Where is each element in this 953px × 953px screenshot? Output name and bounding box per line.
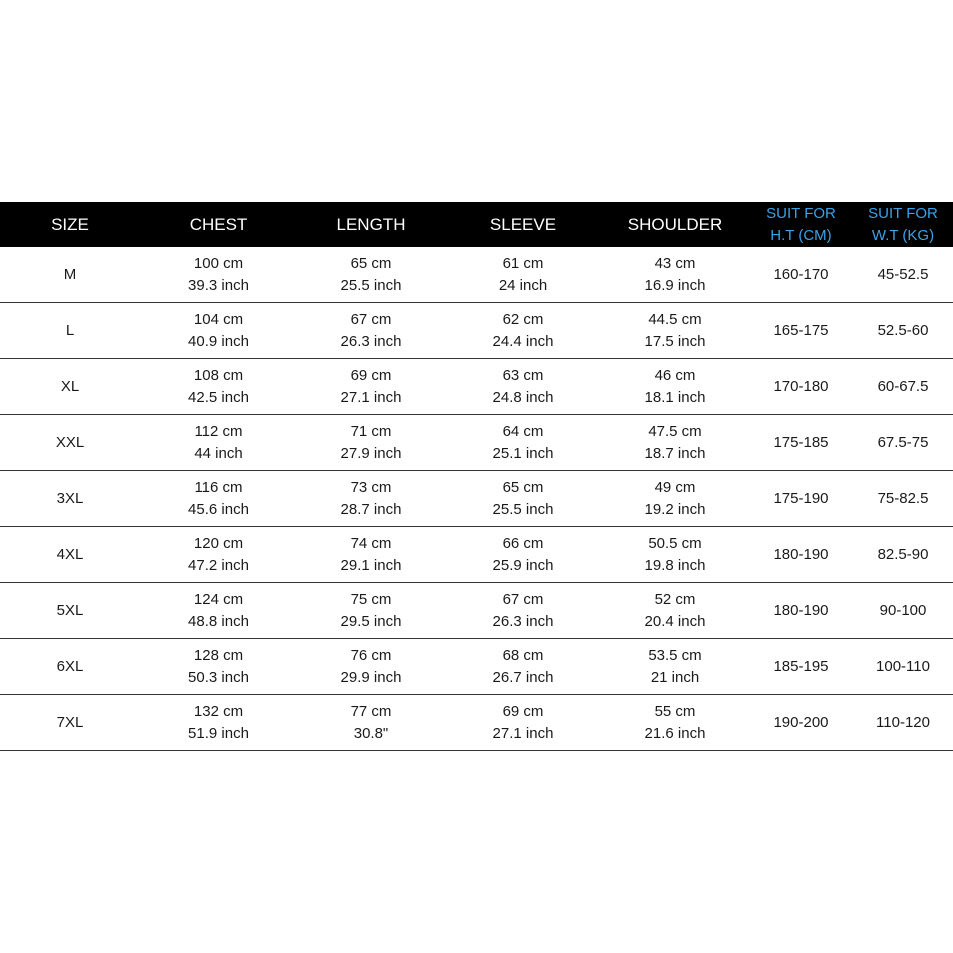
weight-range: 100-110: [876, 657, 930, 675]
size-cell: [0, 639, 140, 694]
length-cm: 74 cm: [350, 534, 392, 552]
chest-inch: 45.6 inch: [188, 500, 249, 518]
sleeve-cell: [445, 303, 601, 358]
length-cell: [297, 359, 445, 414]
length-cm: 76 cm: [350, 646, 392, 664]
sleeve-cm: 69 cm: [502, 702, 544, 720]
shoulder-inch: 16.9 inch: [644, 276, 706, 294]
header-shoulder: SHOULDER: [627, 214, 723, 234]
size-cell: [0, 527, 140, 582]
height-range: 170-180: [773, 377, 829, 395]
table-row: [0, 639, 953, 695]
height-cell: [749, 583, 853, 638]
height-range: 175-185: [773, 433, 829, 451]
size-value: M: [63, 265, 77, 283]
chest-cell: [140, 639, 297, 694]
chest-inch: 40.9 inch: [188, 332, 249, 350]
length-cell: [297, 471, 445, 526]
height-cell: [749, 471, 853, 526]
size-value: 7XL: [56, 713, 84, 731]
height-range: 160-170: [773, 265, 829, 283]
weight-range: 75-82.5: [877, 489, 929, 507]
table-row: [0, 359, 953, 415]
length-cm: 69 cm: [350, 366, 392, 384]
height-cell: [749, 415, 853, 470]
sleeve-inch: 24 inch: [498, 276, 548, 294]
weight-cell: [853, 303, 953, 358]
weight-cell: [853, 359, 953, 414]
weight-range: 82.5-90: [877, 545, 929, 563]
length-inch: 27.1 inch: [340, 388, 402, 406]
chest-cell: [140, 359, 297, 414]
shoulder-cm: 44.5 cm: [648, 310, 702, 328]
chest-cm: 124 cm: [193, 590, 244, 608]
header-size: SIZE: [51, 214, 89, 234]
sleeve-cell: [445, 695, 601, 750]
height-cell: [749, 359, 853, 414]
header-suit-height-line2: H.T (CM): [770, 226, 832, 244]
table-row: [0, 527, 953, 583]
size-value: XL: [60, 377, 80, 395]
sleeve-inch: 27.1 inch: [492, 724, 554, 742]
shoulder-inch: 21 inch: [650, 668, 700, 686]
sleeve-inch: 25.5 inch: [492, 500, 554, 518]
shoulder-inch: 18.1 inch: [644, 388, 706, 406]
shoulder-inch: 21.6 inch: [644, 724, 706, 742]
chest-inch: 47.2 inch: [188, 556, 249, 574]
table-row: [0, 471, 953, 527]
table-row: [0, 695, 953, 751]
shoulder-cell: [601, 527, 749, 582]
chest-cell: [140, 415, 297, 470]
size-cell: [0, 359, 140, 414]
table-body: [0, 247, 953, 751]
shoulder-cell: [601, 583, 749, 638]
weight-cell: [853, 415, 953, 470]
weight-range: 110-120: [876, 713, 930, 731]
height-range: 165-175: [773, 321, 829, 339]
shoulder-cm: 49 cm: [654, 478, 696, 496]
table-row: [0, 583, 953, 639]
header-chest: CHEST: [189, 214, 248, 234]
size-value: 5XL: [56, 601, 84, 619]
chest-inch: 42.5 inch: [188, 388, 249, 406]
length-cell: [297, 583, 445, 638]
chest-cm: 108 cm: [193, 366, 244, 384]
length-cell: [297, 695, 445, 750]
height-cell: [749, 247, 853, 302]
size-cell: [0, 415, 140, 470]
chest-inch: 48.8 inch: [188, 612, 249, 630]
shoulder-cell: [601, 359, 749, 414]
height-range: 180-190: [773, 545, 829, 563]
sleeve-inch: 25.1 inch: [492, 444, 554, 462]
header-suit-weight-line1: SUIT FOR: [868, 204, 938, 222]
sleeve-cm: 64 cm: [502, 422, 544, 440]
header-suit-height-line1: SUIT FOR: [766, 204, 836, 222]
sleeve-cell: [445, 527, 601, 582]
header-length: LENGTH: [336, 214, 406, 234]
size-chart-table: [0, 202, 953, 751]
sleeve-inch: 24.4 inch: [492, 332, 554, 350]
length-cell: [297, 303, 445, 358]
shoulder-cm: 47.5 cm: [648, 422, 702, 440]
weight-cell: [853, 527, 953, 582]
length-cell: [297, 527, 445, 582]
shoulder-cm: 46 cm: [654, 366, 696, 384]
sleeve-cell: [445, 639, 601, 694]
chest-cm: 116 cm: [194, 478, 243, 496]
weight-cell: [853, 695, 953, 750]
shoulder-inch: 20.4 inch: [644, 612, 706, 630]
length-inch: 29.5 inch: [340, 612, 402, 630]
height-range: 190-200: [773, 713, 829, 731]
shoulder-inch: 19.2 inch: [644, 500, 706, 518]
chest-inch: 50.3 inch: [188, 668, 249, 686]
shoulder-cell: [601, 695, 749, 750]
shoulder-cm: 53.5 cm: [648, 646, 702, 664]
sleeve-inch: 24.8 inch: [492, 388, 554, 406]
shoulder-inch: 19.8 inch: [644, 556, 706, 574]
weight-cell: [853, 247, 953, 302]
size-cell: [0, 247, 140, 302]
sleeve-cm: 67 cm: [502, 590, 544, 608]
length-cm: 67 cm: [350, 310, 392, 328]
weight-range: 60-67.5: [877, 377, 929, 395]
shoulder-inch: 17.5 inch: [644, 332, 706, 350]
height-cell: [749, 527, 853, 582]
shoulder-cell: [601, 247, 749, 302]
chest-cm: 100 cm: [193, 254, 244, 272]
header-suit-weight-line2: W.T (KG): [871, 226, 935, 244]
chest-cell: [140, 303, 297, 358]
chest-cm: 128 cm: [193, 646, 244, 664]
sleeve-cell: [445, 583, 601, 638]
size-value: 6XL: [56, 657, 84, 675]
length-inch: 27.9 inch: [340, 444, 402, 462]
table-header: [0, 202, 953, 247]
size-value: 3XL: [56, 489, 84, 507]
shoulder-cell: [601, 471, 749, 526]
sleeve-cell: [445, 247, 601, 302]
size-cell: [0, 303, 140, 358]
length-inch: 29.1 inch: [340, 556, 402, 574]
weight-range: 90-100: [879, 601, 927, 619]
shoulder-cell: [601, 303, 749, 358]
height-range: 180-190: [773, 601, 829, 619]
shoulder-cell: [601, 415, 749, 470]
shoulder-cm: 50.5 cm: [648, 534, 702, 552]
header-sleeve: SLEEVE: [489, 214, 557, 234]
header-suit-weight: [853, 202, 953, 247]
chest-cell: [140, 695, 297, 750]
table-row: [0, 303, 953, 359]
table-row: [0, 415, 953, 471]
chest-cm: 112 cm: [194, 422, 243, 440]
length-cell: [297, 415, 445, 470]
length-inch: 26.3 inch: [340, 332, 402, 350]
sleeve-inch: 26.3 inch: [492, 612, 554, 630]
sleeve-cm: 68 cm: [502, 646, 544, 664]
chest-inch: 39.3 inch: [188, 276, 249, 294]
sleeve-cm: 65 cm: [502, 478, 544, 496]
height-cell: [749, 639, 853, 694]
chest-cm: 120 cm: [193, 534, 244, 552]
height-cell: [749, 303, 853, 358]
length-cm: 77 cm: [350, 702, 392, 720]
weight-range: 67.5-75: [877, 433, 929, 451]
chest-cell: [140, 471, 297, 526]
sleeve-cell: [445, 359, 601, 414]
chest-cm: 104 cm: [193, 310, 244, 328]
length-cm: 65 cm: [350, 254, 392, 272]
sleeve-cell: [445, 471, 601, 526]
table-row: [0, 247, 953, 303]
weight-cell: [853, 639, 953, 694]
sleeve-cm: 66 cm: [502, 534, 544, 552]
length-cell: [297, 247, 445, 302]
chest-cell: [140, 247, 297, 302]
shoulder-inch: 18.7 inch: [644, 444, 706, 462]
size-cell: [0, 471, 140, 526]
height-range: 185-195: [773, 657, 829, 675]
size-cell: [0, 695, 140, 750]
length-cm: 75 cm: [350, 590, 392, 608]
sleeve-inch: 26.7 inch: [492, 668, 554, 686]
size-cell: [0, 583, 140, 638]
chest-inch: 44 inch: [194, 444, 243, 462]
shoulder-cell: [601, 639, 749, 694]
length-inch: 25.5 inch: [340, 276, 402, 294]
shoulder-cm: 55 cm: [654, 702, 696, 720]
height-cell: [749, 695, 853, 750]
sleeve-cm: 61 cm: [502, 254, 544, 272]
sleeve-cell: [445, 415, 601, 470]
size-value: L: [65, 321, 75, 339]
sleeve-cm: 62 cm: [502, 310, 544, 328]
chest-cell: [140, 583, 297, 638]
weight-cell: [853, 583, 953, 638]
chest-cm: 132 cm: [193, 702, 244, 720]
size-value: XXL: [55, 433, 85, 451]
weight-range: 45-52.5: [877, 265, 929, 283]
header-suit-height: [749, 202, 853, 247]
chest-cell: [140, 527, 297, 582]
height-range: 175-190: [773, 489, 829, 507]
length-cm: 71 cm: [350, 422, 392, 440]
weight-range: 52.5-60: [877, 321, 929, 339]
length-cm: 73 cm: [350, 478, 392, 496]
length-cell: [297, 639, 445, 694]
shoulder-cm: 52 cm: [654, 590, 696, 608]
weight-cell: [853, 471, 953, 526]
sleeve-cm: 63 cm: [502, 366, 544, 384]
size-value: 4XL: [56, 545, 84, 563]
chest-inch: 51.9 inch: [188, 724, 249, 742]
length-inch: 28.7 inch: [340, 500, 402, 518]
shoulder-cm: 43 cm: [654, 254, 696, 272]
length-inch: 30.8": [353, 724, 389, 742]
length-inch: 29.9 inch: [340, 668, 402, 686]
sleeve-inch: 25.9 inch: [492, 556, 554, 574]
